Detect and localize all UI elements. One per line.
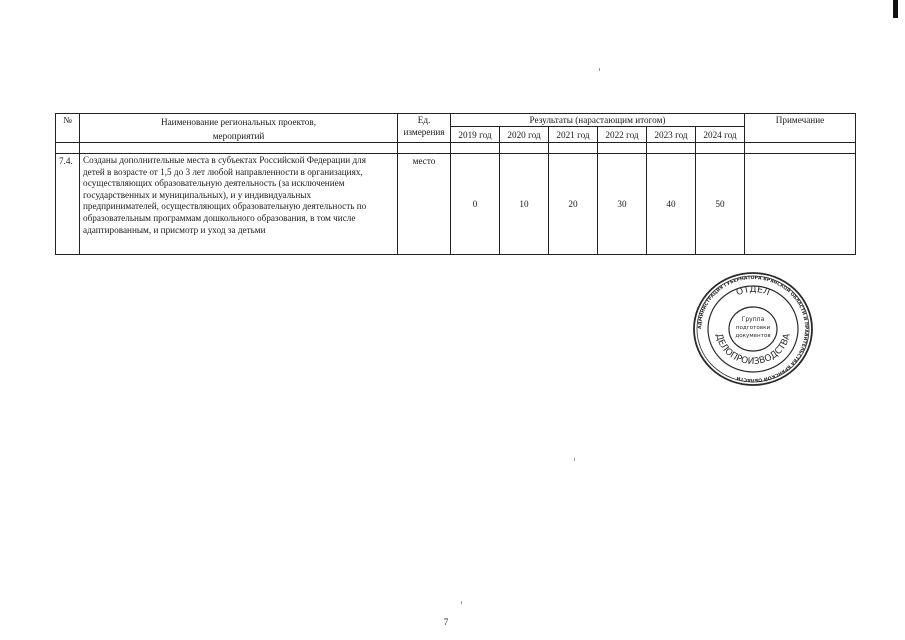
header-year: 2024 год — [696, 127, 745, 143]
header-year: 2023 год — [647, 127, 696, 143]
stamp-center-line2: подготовки — [735, 325, 771, 331]
row-value: 10 — [500, 154, 549, 255]
row-name-line: адаптированным, и присмотр и уход за детьми — [83, 224, 266, 235]
header-unit-line1: Ед. — [417, 115, 431, 125]
scan-speck — [599, 68, 600, 71]
header-year: 2022 год — [598, 127, 647, 143]
row-value: 50 — [696, 154, 745, 255]
stamp-bottom-text: ДЕЛОПРОИЗВОДСТВА — [713, 332, 793, 368]
stamp-top-text: ОТДЕЛ — [735, 284, 772, 299]
table-header-row — [56, 114, 856, 127]
stamp-center-line1: Группа — [741, 316, 765, 323]
row-name-line: предпринимателей, осуществляющих образовательную деятельность по — [83, 201, 367, 212]
office-seal-stamp — [692, 270, 814, 388]
page-number: 7 — [443, 617, 449, 627]
header-year: 2021 год — [549, 127, 598, 143]
row-value: 20 — [549, 154, 598, 255]
row-name-line: образовательным программам дошкольного образования, в том числе — [83, 212, 356, 223]
stamp-outer-textpath: АДМИНИСТРАЦИЯ ГУБЕРНАТОРА БРЯНСКОЙ ОБЛАСТИ И ПРАВИТЕЛЬСТВА БРЯНСКОЙ ОБЛАСТИ — [697, 275, 809, 383]
table-row — [56, 154, 856, 255]
row-value: 40 — [647, 154, 696, 255]
row-note — [745, 154, 856, 255]
row-name — [80, 154, 398, 255]
header-note: Примечание — [745, 114, 856, 143]
row-value: 30 — [598, 154, 647, 255]
row-num: 7.4. — [56, 154, 80, 255]
header-unit — [398, 114, 451, 143]
header-name-line1: Наименование региональных проектов, — [160, 117, 317, 127]
header-name — [80, 114, 398, 143]
row-name-line: осуществляющих образовательную деятельность (за исключением — [83, 178, 345, 189]
scan-speck — [574, 458, 575, 461]
header-year: 2020 год — [500, 127, 549, 143]
header-name-line2: мероприятий — [212, 131, 265, 141]
row-name-line: Созданы дополнительные места в субъектах Российской Федерации для — [83, 155, 366, 165]
row-name-line: государственных и муниципальных), и у индивидуальных — [83, 189, 312, 200]
regional-projects-table — [55, 113, 856, 255]
row-name-line: детей в возрасте от 1,5 до 3 лет любой направленности в организациях, — [83, 166, 363, 177]
header-year: 2019 год — [451, 127, 500, 143]
header-unit-line2: измерения — [403, 127, 445, 137]
scan-edge-mark — [893, 0, 898, 18]
row-unit: место — [398, 154, 451, 255]
row-value: 0 — [451, 154, 500, 255]
header-num: № — [56, 114, 80, 143]
svg-text:ОТДЕЛ — [735, 285, 771, 298]
header-results: Результаты (нарастающим итогом) — [451, 114, 745, 127]
stamp-center-line3: документов — [735, 333, 771, 339]
table-gap-row — [56, 143, 856, 154]
scan-speck — [461, 601, 462, 604]
